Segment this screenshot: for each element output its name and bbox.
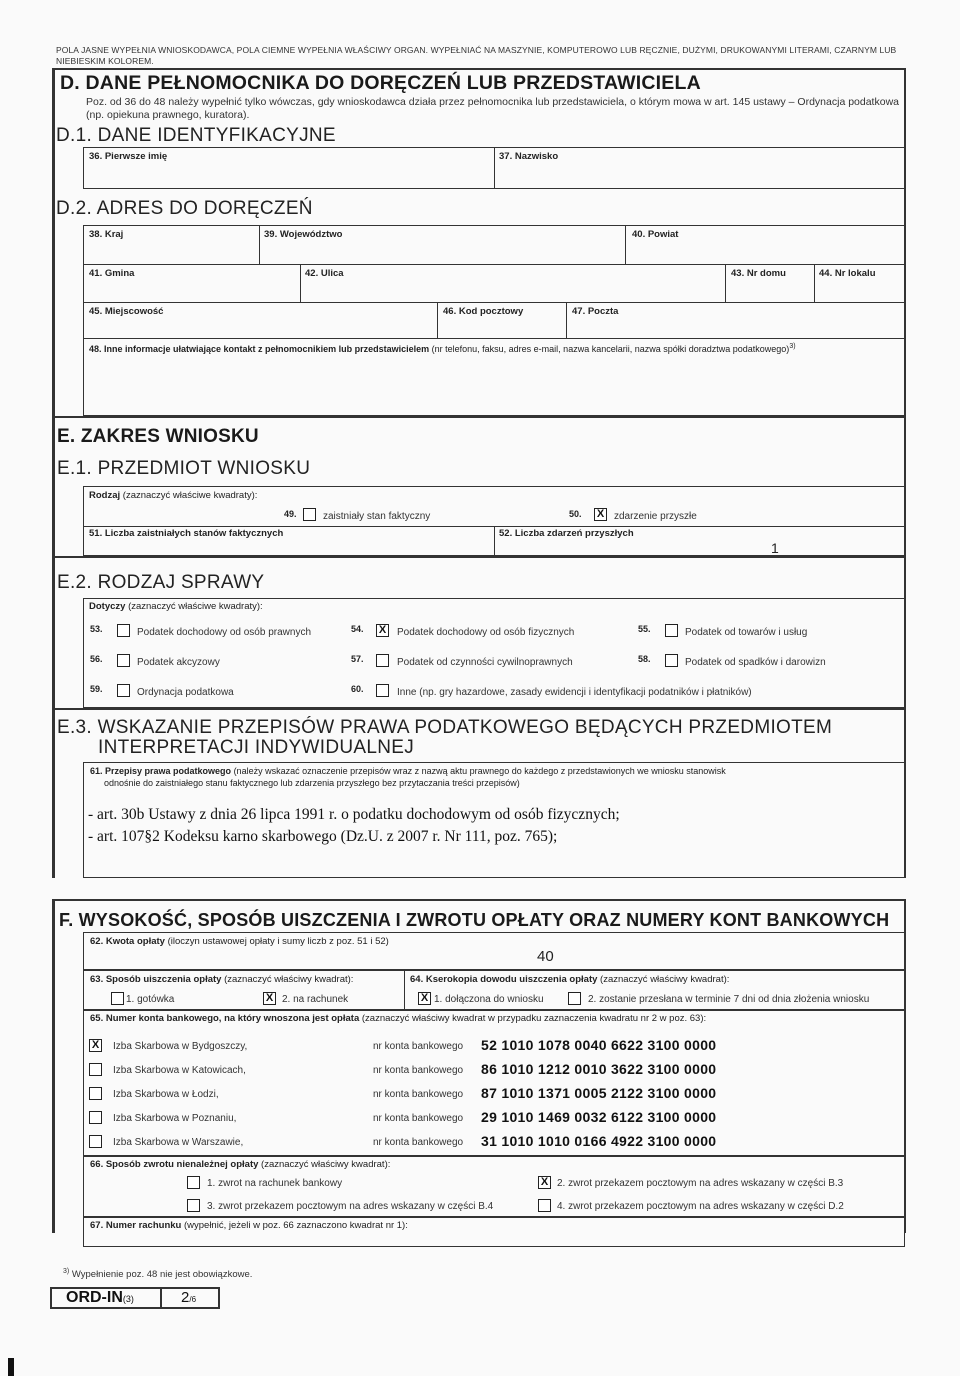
refund-post-b3-checkbox[interactable]: X (538, 1176, 551, 1189)
option-49-label: zaistniały stan faktyczny (323, 511, 431, 522)
section-d1-title: D.1. DANE IDENTYFIKACYJNE (56, 125, 336, 146)
option-55-checkbox[interactable] (665, 624, 678, 637)
acct-label: nr konta bankowego (373, 1065, 464, 1076)
section-e1-title: E.1. PRZEDMIOT WNIOSKU (57, 458, 311, 479)
divider (494, 526, 495, 556)
divider (52, 708, 906, 710)
option-50-label: zdarzenie przyszłe (614, 511, 697, 522)
option-58-checkbox[interactable] (665, 654, 678, 667)
option-56-number: 56. (90, 654, 103, 664)
legal-provision-1[interactable]: - art. 30b Ustawy z dnia 26 lipca 1991 r. o podatku dochodowym od osób fizycznych; (88, 806, 620, 823)
section-f-title: F. WYSOKOŚĆ, SPOSÓB UISZCZENIA I ZWROTU OPŁATY ORAZ NUMERY KONT BANKOWYCH (59, 910, 890, 930)
field-43-label: 43. Nr domu (731, 268, 786, 279)
payment-transfer-checkbox[interactable]: X (263, 992, 276, 1005)
bank-katowice-account: 86 1010 1212 0010 3622 3100 0000 (481, 1061, 717, 1077)
street-input[interactable] (302, 281, 724, 301)
section-d-title: D. DANE PEŁNOMOCNIKA DO DORĘCZEŃ LUB PRZEDSTAWICIELA (60, 72, 701, 94)
form-frame-left (52, 416, 55, 878)
field-45-label: 45. Miejscowość (89, 306, 164, 317)
bank-lodz-name: Izba Skarbowa w Łodzi, (113, 1089, 219, 1100)
form-frame-left (52, 899, 55, 1233)
future-events-count[interactable]: 1 (771, 540, 779, 556)
option-56-checkbox[interactable] (117, 654, 130, 667)
section-e3-title-line2: INTERPRETACJI INDYWIDUALNEJ (98, 737, 414, 758)
bank-warszawa-checkbox[interactable] (89, 1135, 102, 1148)
acct-label: nr konta bankowego (373, 1041, 464, 1052)
field-63-label: 63. Sposób uiszczenia opłaty (zaznaczyć właściwy kwadrat): (90, 974, 354, 985)
option-53-checkbox[interactable] (117, 624, 130, 637)
scan-edge-mark (8, 1358, 14, 1376)
voivodeship-input[interactable] (261, 242, 624, 263)
acct-label: nr konta bankowego (373, 1089, 464, 1100)
bank-katowice-checkbox[interactable] (89, 1063, 102, 1076)
field-42-label: 42. Ulica (305, 268, 344, 279)
option-54-label: Podatek dochodowy od osób fizycznych (397, 627, 575, 638)
bank-bydgoszcz-checkbox[interactable]: X (89, 1039, 102, 1052)
refund-bank-account-label: 1. zwrot na rachunek bankowy (207, 1178, 343, 1189)
section-e3-title-line1: E.3. WSKAZANIE PRZEPISÓW PRAWA PODATKOWEGO BĘDĄCYCH PRZEDMIOTEM (57, 717, 833, 738)
section-d2-title: D.2. ADRES DO DORĘCZEŃ (56, 198, 313, 219)
field-39-label: 39. Województwo (264, 229, 343, 240)
bank-bydgoszcz-name: Izba Skarbowa w Bydgoszczy, (113, 1041, 248, 1052)
refund-post-b3-label: 2. zwrot przekazem pocztowym na adres wskazany w części B.3 (557, 1178, 844, 1189)
section-e2-title: E.2. RODZAJ SPRAWY (57, 572, 265, 593)
field-65-label: 65. Numer konta bankowego, na który wnoszona jest opłata (zaznaczyć właściwy kwadrat w przypadku zaznaczenia kwadratu nr 2 w poz. 63): (90, 1013, 707, 1024)
receipt-later-checkbox[interactable] (568, 992, 581, 1005)
field-61-label: 61. Przepisy prawa podatkowego (należy wskazać oznaczenie przepisów wraz z nazwą aktu prawnego do każdego z przedstawionych we wniosku stanowisk (90, 766, 726, 776)
option-58-label: Podatek od spadków i darowizn (685, 657, 826, 668)
refund-post-d2-label: 4. zwrot przekazem pocztowym na adres wskazany w części D.2 (557, 1201, 844, 1212)
option-60-number: 60. (351, 684, 364, 694)
country-input[interactable] (84, 242, 258, 263)
divider (52, 68, 906, 70)
section-d-note: Poz. od 36 do 48 należy wypełnić tylko wówczas, gdy wnioskodawca działa przez pełnomocnika lub przedstawiciela, o którym mowa w art. 145 ustawy – Ordynacja podatkowa (np. opiekuna prawnego, kuratora). (86, 96, 899, 121)
option-50-number: 50. (569, 509, 582, 519)
house-number-input[interactable] (727, 281, 813, 301)
option-59-number: 59. (90, 684, 103, 694)
bank-lodz-account: 87 1010 1371 0005 2122 3100 0000 (481, 1085, 717, 1101)
option-60-label: Inne (np. gry hazardowe, zasady ewidencji i identyfikacji podatników i płatników) (397, 687, 752, 698)
acct-label: nr konta bankowego (373, 1137, 464, 1148)
payment-cash-label: 1. gotówka (126, 994, 175, 1005)
field-36-label: 36. Pierwsze imię (89, 151, 168, 162)
county-input[interactable] (627, 242, 904, 263)
field-46-label: 46. Kod pocztowy (443, 306, 524, 317)
first-name-input[interactable] (84, 165, 493, 188)
option-55-label: Podatek od towarów i usług (685, 627, 808, 638)
footnote: $^{3)}$ Wypełnienie poz. 48 nie jest obowiązkowe. (63, 1268, 253, 1281)
facts-count-input[interactable] (84, 541, 493, 555)
legal-provision-2[interactable]: - art. 107§2 Kodeksu karno skarbowego (Dz.U. z 2007 r. Nr 111, poz. 765); (88, 828, 558, 845)
fee-amount[interactable]: 40 (537, 948, 554, 965)
divider (52, 556, 906, 558)
field-62-label: 62. Kwota opłaty (iloczyn ustawowej opłaty i sumy liczb z poz. 51 i 52) (90, 936, 389, 947)
divider (725, 264, 726, 302)
receipt-attached-checkbox[interactable]: X (418, 992, 431, 1005)
bank-bydgoszcz-account: 52 1010 1078 0040 6622 3100 0000 (481, 1037, 717, 1053)
bank-warszawa-account: 31 1010 1010 0166 4922 3100 0000 (481, 1133, 717, 1149)
section-e-title: E. ZAKRES WNIOSKU (57, 426, 259, 447)
option-53-label: Podatek dochodowy od osób prawnych (137, 627, 312, 638)
option-60-checkbox[interactable] (376, 684, 389, 697)
bank-warszawa-name: Izba Skarbowa w Warszawie, (113, 1137, 244, 1148)
option-56-label: Podatek akcyzowy (137, 657, 220, 668)
dotyczy-label: Dotyczy (zaznaczyć właściwe kwadraty): (89, 601, 263, 612)
divider (160, 1287, 162, 1309)
payment-cash-checkbox[interactable] (111, 992, 124, 1005)
last-name-input[interactable] (496, 165, 904, 188)
divider (404, 970, 405, 1010)
field-40-label: 40. Powiat (632, 229, 679, 240)
field-66-label: 66. Sposób zwrotu nienależnej opłaty (zaznaczyć właściwy kwadrat): (90, 1159, 391, 1170)
option-53-number: 53. (90, 624, 103, 634)
bank-lodz-checkbox[interactable] (89, 1087, 102, 1100)
option-57-label: Podatek od czynności cywilnoprawnych (397, 657, 573, 668)
divider (566, 302, 567, 342)
payment-transfer-label: 2. na rachunek (282, 994, 349, 1005)
receipt-attached-label: 1. dołączona do wniosku (434, 994, 544, 1005)
refund-post-d2-checkbox[interactable] (538, 1199, 551, 1212)
form-code: ORD-IN(3) (66, 1289, 134, 1306)
field-47-label: 47. Poczta (572, 306, 619, 317)
option-58-number: 58. (638, 654, 651, 664)
field-37-label: 37. Nazwisko (499, 151, 559, 162)
divider (83, 264, 905, 265)
account-number-input[interactable] (84, 1232, 904, 1246)
page-number: 2/6 (181, 1289, 197, 1306)
option-49-checkbox[interactable] (303, 508, 316, 521)
option-50-checkbox[interactable]: X (594, 508, 607, 521)
divider (625, 225, 626, 264)
divider (814, 264, 815, 302)
municipality-input[interactable] (84, 281, 299, 301)
contact-info-input[interactable] (84, 358, 904, 414)
bank-poznan-account: 29 1010 1469 0032 6122 3100 0000 (481, 1109, 717, 1125)
divider (494, 147, 495, 189)
field-64-label: 64. Kserokopia dowodu uiszczenia opłaty (zaznaczyć właściwy kwadrat): (410, 974, 730, 985)
option-57-checkbox[interactable] (376, 654, 389, 667)
divider (259, 225, 260, 264)
field-48-label: 48. Inne informacje ułatwiające kontakt z pełnomocnikiem lub przedstawicielem (nr telefonu, faksu, adres e-mail, nazwa kancelarii, nazwa spółki doradztwa podatkowego)$^{3)}$ (89, 343, 796, 354)
option-59-label: Ordynacja podatkowa (137, 687, 234, 698)
apartment-number-input[interactable] (816, 281, 904, 301)
option-55-number: 55. (638, 624, 651, 634)
field-38-label: 38. Kraj (89, 229, 124, 240)
refund-post-b4-label: 3. zwrot przekazem pocztowym na adres wskazany w części B.4 (207, 1201, 494, 1212)
field-51-label: 51. Liczba zaistniałych stanów faktycznych (89, 528, 284, 539)
field-61-label-line2: odnośnie do zaistniałego stanu faktycznego lub zdarzenia przyszłego bez przytaczania treści przepisów) (104, 778, 520, 788)
field-41-label: 41. Gmina (89, 268, 135, 279)
option-59-checkbox[interactable] (117, 684, 130, 697)
option-54-checkbox[interactable]: X (376, 624, 389, 637)
field-67-label: 67. Numer rachunku (wypełnić, jeżeli w poz. 66 zaznaczono kwadrat nr 1): (90, 1220, 408, 1231)
option-57-number: 57. (351, 654, 364, 664)
divider (52, 416, 906, 418)
option-54-number: 54. (351, 624, 364, 634)
divider (52, 899, 906, 901)
bank-poznan-checkbox[interactable] (89, 1111, 102, 1124)
bank-katowice-name: Izba Skarbowa w Katowicach, (113, 1065, 246, 1076)
divider (83, 302, 905, 303)
refund-post-b4-checkbox[interactable] (187, 1199, 200, 1212)
refund-bank-account-checkbox[interactable] (187, 1176, 200, 1189)
acct-label: nr konta bankowego (373, 1113, 464, 1124)
field-52-label: 52. Liczba zdarzeń przyszłych (499, 528, 634, 539)
receipt-later-label: 2. zostanie przesłana w terminie 7 dni od dnia złożenia wniosku (588, 994, 870, 1005)
bank-poznan-name: Izba Skarbowa w Poznaniu, (113, 1113, 237, 1124)
form-instructions: POLA JASNE WYPEŁNIA WNIOSKODAWCA, POLA CIEMNE WYPEŁNIA WŁAŚCIWY ORGAN. WYPEŁNIAĆ NA MASZYNIE, KOMPUTEROWO LUB RĘCZNIE, DUŻYMI, DRUKOWANYMI LITERAMI, CZARNYM LUB NIEBIESKIM KOLOREM. (56, 45, 897, 66)
rodzaj-label: Rodzaj (zaznaczyć właściwe kwadraty): (89, 490, 258, 501)
divider (300, 264, 301, 302)
divider (437, 302, 438, 342)
field-44-label: 44. Nr lokalu (819, 268, 876, 279)
option-49-number: 49. (284, 509, 297, 519)
